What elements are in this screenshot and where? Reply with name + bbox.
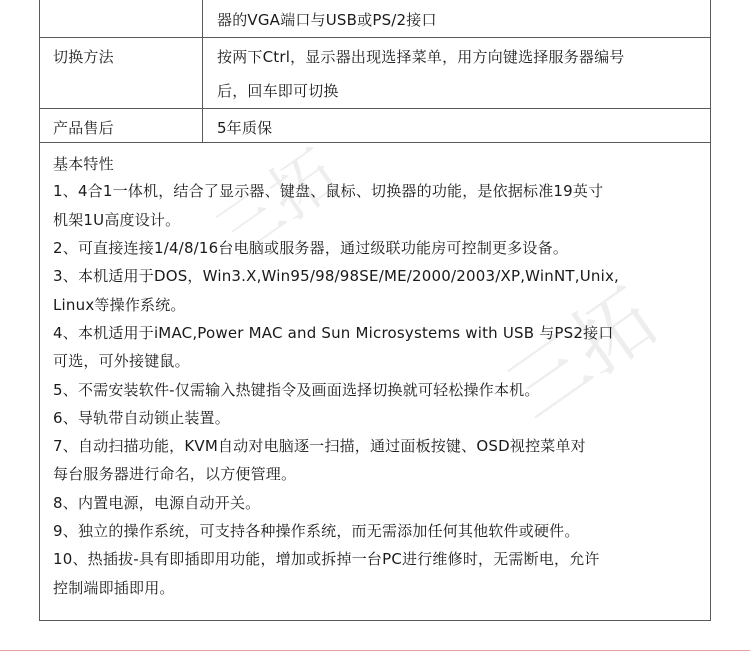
label-cell-empty <box>40 0 203 37</box>
feature-line: 1、4合1一体机，结合了显示器、键盘、鼠标、切换器的功能，是依据标准19英寸 <box>53 182 604 200</box>
features-title: 基本特性 <box>53 155 114 173</box>
value-cell-warranty <box>203 109 710 142</box>
feature-line: 2、可直接连接1/4/8/16台电脑或服务器，通过级联功能房可控制更多设备。 <box>53 239 569 257</box>
feature-line: 每台服务器进行命名，以方便管理。 <box>53 465 297 483</box>
watermark-right: 三拓 <box>492 273 672 437</box>
feature-line: 4、本机适用于iMAC,Power MAC and Sun Microsystems with USB 与PS2接口 <box>53 324 614 342</box>
table-row-switch-method <box>40 38 710 109</box>
feature-line: 机架1U高度设计。 <box>53 211 181 229</box>
feature-line: 6、导轨带自动锁止装置。 <box>53 409 230 427</box>
feature-line: 控制端即插即用。 <box>53 579 175 597</box>
interface-value: 器的VGA端口与USB或PS/2接口 <box>217 11 437 29</box>
feature-line: Linux等操作系统。 <box>53 296 186 314</box>
value-cell-interface <box>203 0 710 37</box>
features-section <box>40 136 710 620</box>
warranty-value: 5年质保 <box>217 119 273 137</box>
spec-table <box>39 0 711 621</box>
label-cell-warranty <box>40 109 203 142</box>
feature-line: 3、本机适用于DOS，Win3.X,Win95/98/98SE/ME/2000/2003/XP,WinNT,Unix, <box>53 267 619 285</box>
warranty-label: 产品售后 <box>53 119 114 137</box>
feature-line: 7、自动扫描功能，KVM自动对电脑逐一扫描，通过面板按键、OSD视控菜单对 <box>53 437 586 455</box>
feature-line: 10、热插拔-具有即插即用功能，增加或拆掉一台PC进行维修时，无需断电，允许 <box>53 550 600 568</box>
table-row-warranty <box>40 109 710 143</box>
switch-method-label: 切换方法 <box>53 48 114 66</box>
label-cell-switch-method <box>40 38 203 108</box>
feature-line: 5、不需安装软件-仅需输入热键指令及画面选择切换就可轻松操作本机。 <box>53 381 540 399</box>
feature-line: 9、独立的操作系统，可支持各种操作系统，而无需添加任何其他软件或硬件。 <box>53 522 580 540</box>
bottom-divider <box>0 650 750 651</box>
watermark-left: 三拓 <box>203 136 352 271</box>
feature-line: 8、内置电源，电源自动开关。 <box>53 494 261 512</box>
table-row-interface <box>40 0 710 38</box>
switch-method-value-line2: 后，回车即可切换 <box>217 82 339 100</box>
value-cell-switch-method <box>203 38 710 108</box>
switch-method-value-line1: 按两下Ctrl，显示器出现选择菜单，用方向键选择服务器编号 <box>217 48 625 66</box>
feature-line: 可选，可外接键鼠。 <box>53 352 190 370</box>
